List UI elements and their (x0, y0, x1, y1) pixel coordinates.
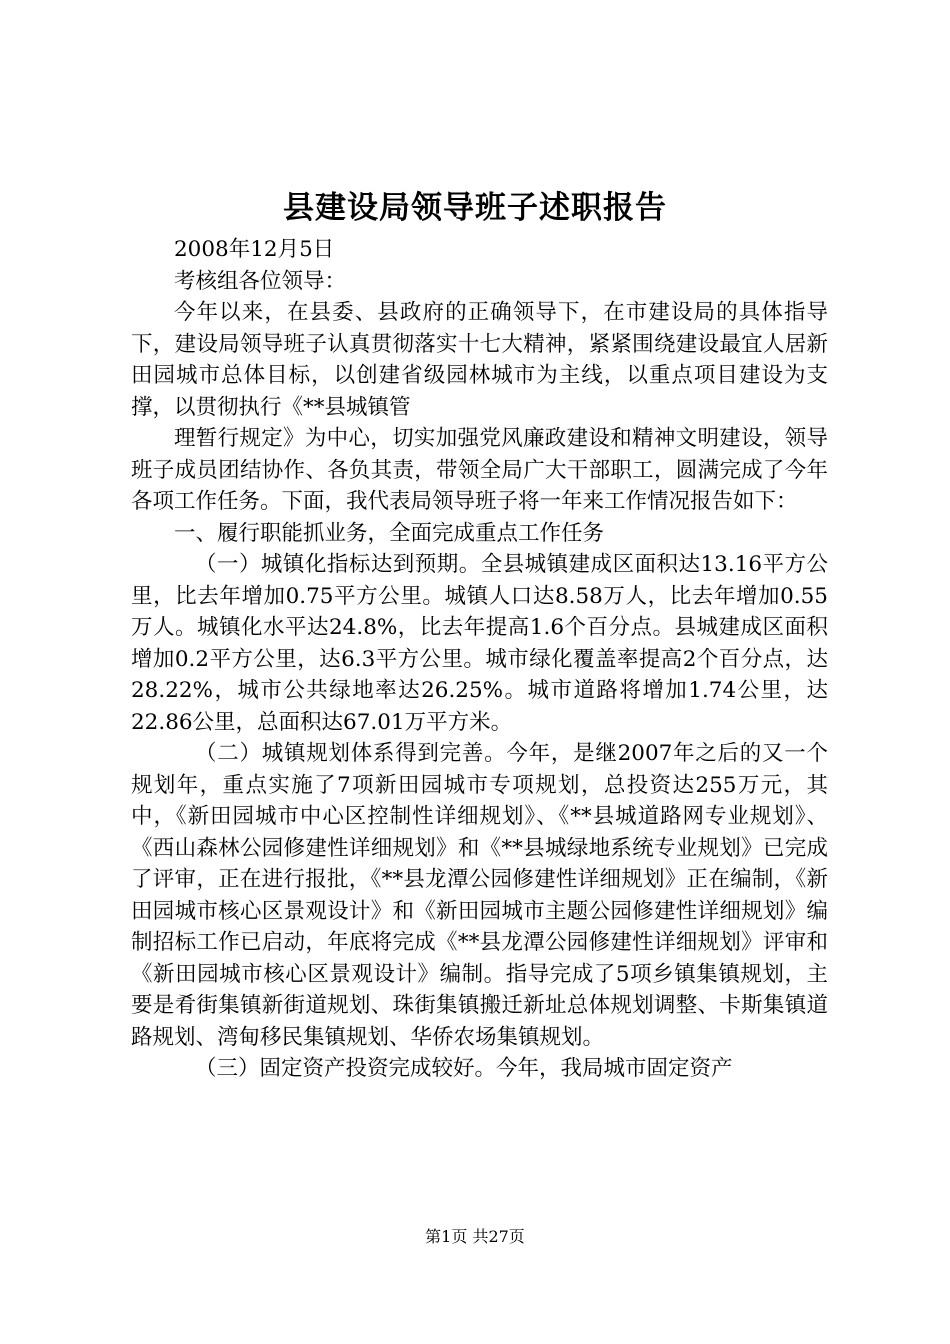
paragraph-intro-continued: 理暂行规定》为中心，切实加强党风廉政建设和精神文明建设，领导班子成员团结协作、各负其责，带领全局广大干部职工，圆满完成了今年各项工作任务。下面，我代表局领导班子将一年来工作情况报告如下： (131, 426, 828, 514)
paragraph-investment: （三）固定资产投资完成较好。今年，我局城市固定资产 (195, 1056, 733, 1081)
paragraph-urbanization: （一）城镇化指标达到预期。全县城镇建成区面积达13.16平方公里，比去年增加0.75平方公里。城镇人口达8.58万人，比去年增加0.55万人。城镇化水平达24.8%，比去年提高1.6个百分点。县城建成区面积增加0.2平方公里，达6.3平方公里。城市绿化覆盖率提高2个百分点，达28.22%，城市公共绿地率达26.25%。城市道路将增加1.74公里，达22.86公里，总面积达67.01万平方米。 (131, 552, 828, 735)
document-date: 2008年12月5日 (174, 237, 335, 262)
document-title: 县建设局领导班子述职报告 (283, 190, 667, 226)
salutation: 考核组各位领导： (174, 268, 347, 294)
paragraph-intro: 今年以来，在县委、县政府的正确领导下，在市建设局的具体指导下，建设局领导班子认真贯彻落实十七大精神，紧紧围绕建设最宜人居新田园城市总体目标，以创建省级园林城市为主线，以重点项目建设为支撑，以贯彻执行《**县城镇管 (131, 300, 828, 420)
paragraph-planning: （二）城镇规划体系得到完善。今年，是继2007年之后的又一个规划年，重点实施了7项新田园城市专项规划，总投资达255万元，其中，《新田园城市中心区控制性详细规划》、《**县城道路网专业规划》、《西山森林公园修建性详细规划》和《**县城绿地系统专业规划》已完成了评审，正在进行报批，《**县龙潭公园修建性详细规划》正在编制，《新田园城市核心区景观设计》和《新田园城市主题公园修建性详细规划》编制招标工作已启动，年底将完成《**县龙潭公园修建性详细规划》评审和《新田园城市核心区景观设计》编制。指导完成了5项乡镇集镇规划，主要是肴街集镇新街道规划、珠街集镇搬迁新址总体规划调整、卡斯集镇道路规划、湾甸移民集镇规划、华侨农场集镇规划。 (131, 741, 828, 1050)
page-footer: 第1页 共27页 (425, 1227, 525, 1246)
section-heading-1: 一、履行职能抓业务，全面完成重点工作任务 (174, 520, 605, 546)
document-body (131, 234, 828, 1085)
